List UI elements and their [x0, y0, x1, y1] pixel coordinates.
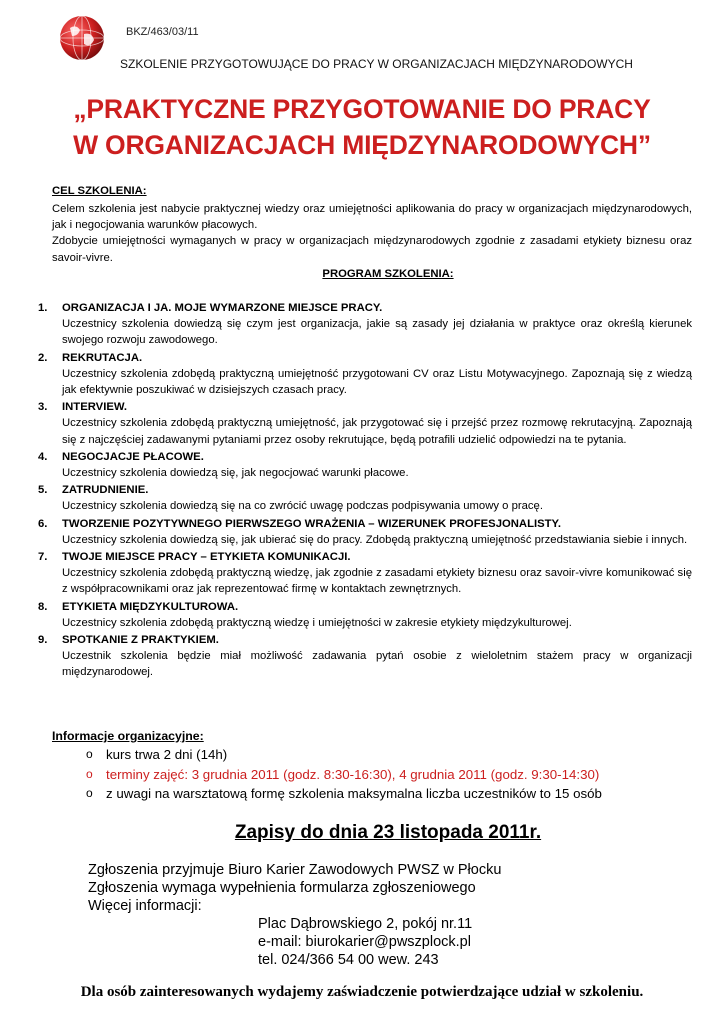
program-item-number: 2. — [38, 351, 48, 364]
program-item-number: 9. — [38, 634, 48, 647]
organization-list — [86, 745, 602, 804]
document-reference: BKZ/463/03/11 — [126, 26, 199, 38]
program-item — [30, 300, 692, 349]
contact-line-2: Zgłoszenia wymaga wypełnienia formularza zgłoszeniowego — [88, 879, 476, 896]
organization-item-text: kurs trwa 2 dni (14h) — [106, 747, 228, 762]
program-item — [30, 449, 692, 481]
program-item-description: Uczestnicy szkolenia zdobędą praktyczną wiedzę i umiejętności w zakresie etykiety międzykulturowej. — [62, 616, 572, 629]
goal-paragraph-2: Zdobycie umiejętności wymaganych w pracy w organizacjach międzynarodowych zgodnie z zasadami etykiety biznesu oraz savoir-vivre. — [52, 235, 692, 264]
organization-item — [86, 745, 602, 765]
document-title — [0, 91, 724, 163]
program-item-number: 8. — [38, 600, 48, 613]
organization-item-text: z uwagi na warsztatową formę szkolenia maksymalna liczba uczestników to 15 osób — [106, 786, 602, 801]
address-line: Plac Dąbrowskiego 2, pokój nr.11 — [258, 916, 473, 932]
program-item-description: Uczestnicy szkolenia zdobędą praktyczną umiejętność przygotowani CV oraz Listu Motywacyjnego. Zapoznają się z wiedzą jak efektywnie poszukiwać w dzisiejszych czasach pracy. — [62, 367, 692, 397]
contact-line-1: Zgłoszenia przyjmuje Biuro Karier Zawodowych PWSZ w Płocku — [88, 862, 502, 878]
organization-heading: Informacje organizacyjne: — [52, 729, 204, 743]
program-item-description: Uczestnicy szkolenia zdobędą praktyczną umiejętność, jak przygotować się i przejść przez rozmowę rekrutacyjną. Zapoznają się z najczęściej zadawanymi pytaniami przez osoby rekrutujące, będą potrafili udzielić odpowiedzi na te pytania. — [62, 417, 692, 446]
goal-paragraph-1: Celem szkolenia jest nabycie praktycznej wiedzy oraz umiejętności aplikowania do pracy w organizacjach międzynarodowych, jak i negocjowania warunków płacowych. — [52, 203, 692, 232]
email-line[interactable]: e-mail: biurokarier@pwszplock.pl — [258, 933, 471, 950]
globe-logo-icon — [58, 14, 106, 62]
program-item-number: 7. — [38, 551, 48, 564]
program-item — [30, 632, 692, 681]
program-item — [30, 549, 692, 598]
program-item — [30, 599, 692, 631]
program-item-description: Uczestnicy szkolenia dowiedzą się na co zwrócić uwagę podczas podpisywania umowy o pracę. — [62, 500, 543, 513]
program-item-title: NEGOCJACJE PŁACOWE. — [62, 450, 204, 463]
registration-deadline: Zapisy do dnia 23 listopada 2011r. — [234, 822, 542, 843]
document-subtitle: SZKOLENIE PRZYGOTOWUJĄCE DO PRACY W ORGANIZACJACH MIĘDZYNARODOWYCH — [120, 57, 633, 71]
program-item-title: ORGANIZACJA I JA. MOJE WYMARZONE MIEJSCE PRACY. — [62, 302, 383, 314]
title-line-1: „PRAKTYCZNE PRZYGOTOWANIE DO PRACY — [73, 94, 651, 124]
bullet-icon: o — [86, 766, 93, 781]
program-item-title: ETYKIETA MIĘDZYKULTUROWA. — [62, 600, 239, 613]
address-block — [258, 916, 472, 969]
goal-heading: CEL SZKOLENIA: — [52, 185, 147, 197]
program-item-description: Uczestnik szkolenia będzie miał możliwość zadawania pytań osobie z wieloletnim stażem pracy w organizacji międzynarodowej. — [62, 650, 692, 679]
title-line-2: W ORGANIZACJACH MIĘDZYNARODOWYCH” — [73, 130, 651, 160]
certificate-note: Dla osób zainteresowanych wydajemy zaświadczenie potwierdzające udział w szkoleniu. — [80, 984, 644, 1000]
program-item-title: ZATRUDNIENIE. — [62, 484, 149, 497]
program-item-description: Uczestnicy szkolenia dowiedzą się, jak ubierać się do pracy. Zdobędą praktyczną umiejętność przedstawiania siebie i innych. — [62, 533, 688, 546]
organization-item — [86, 765, 602, 785]
program-item-number: 4. — [38, 450, 48, 463]
contact-block — [88, 862, 501, 915]
program-item-number: 5. — [38, 484, 48, 497]
program-item-number: 6. — [38, 517, 48, 530]
program-item-title: INTERVIEW. — [62, 401, 128, 414]
contact-line-3: Więcej informacji: — [88, 897, 202, 914]
program-item-title: SPOTKANIE Z PRAKTYKIEM. — [62, 634, 219, 647]
goal-section — [52, 201, 692, 266]
program-item — [30, 482, 692, 514]
organization-item-text: terminy zajęć: 3 grudnia 2011 (godz. 8:30-16:30), 4 grudnia 2011 (godz. 9:30-14:30) — [106, 766, 600, 782]
program-item-description: Uczestnicy szkolenia zdobędą praktyczną wiedzę, jak zgodnie z zasadami etykiety biznesu oraz savoir-vivre komunikować się z współpracownikami oraz jak reprezentować firmę w kontaktach zewnętrznych. — [62, 567, 692, 596]
program-item-title: TWORZENIE POZYTYWNEGO PIERWSZEGO WRAŻENIA – WIZERUNEK PROFESJONALISTY. — [62, 517, 561, 530]
program-item-number: 3. — [38, 401, 48, 414]
program-item-title: TWOJE MIEJSCE PRACY – ETYKIETA KOMUNIKACJI. — [62, 551, 351, 564]
program-item — [30, 516, 692, 548]
program-heading: PROGRAM SZKOLENIA: — [322, 268, 454, 280]
program-item-description: Uczestnicy szkolenia dowiedzą się czym jest organizacja, jakie są zasady jej działania w praktyce oraz określą kierunek swojego rozwoju zawodowego. — [62, 318, 692, 347]
program-list — [30, 300, 692, 682]
program-item-description: Uczestnicy szkolenia dowiedzą się, jak negocjować warunki płacowe. — [62, 467, 409, 480]
phone-line: tel. 024/366 54 00 wew. 243 — [258, 951, 439, 968]
program-item — [30, 399, 692, 448]
program-item-number: 1. — [38, 302, 48, 314]
program-item — [30, 350, 692, 399]
bullet-icon: o — [86, 786, 93, 800]
program-item-title: REKRUTACJA. — [62, 351, 143, 364]
organization-item — [86, 784, 602, 804]
bullet-icon: o — [86, 747, 93, 761]
